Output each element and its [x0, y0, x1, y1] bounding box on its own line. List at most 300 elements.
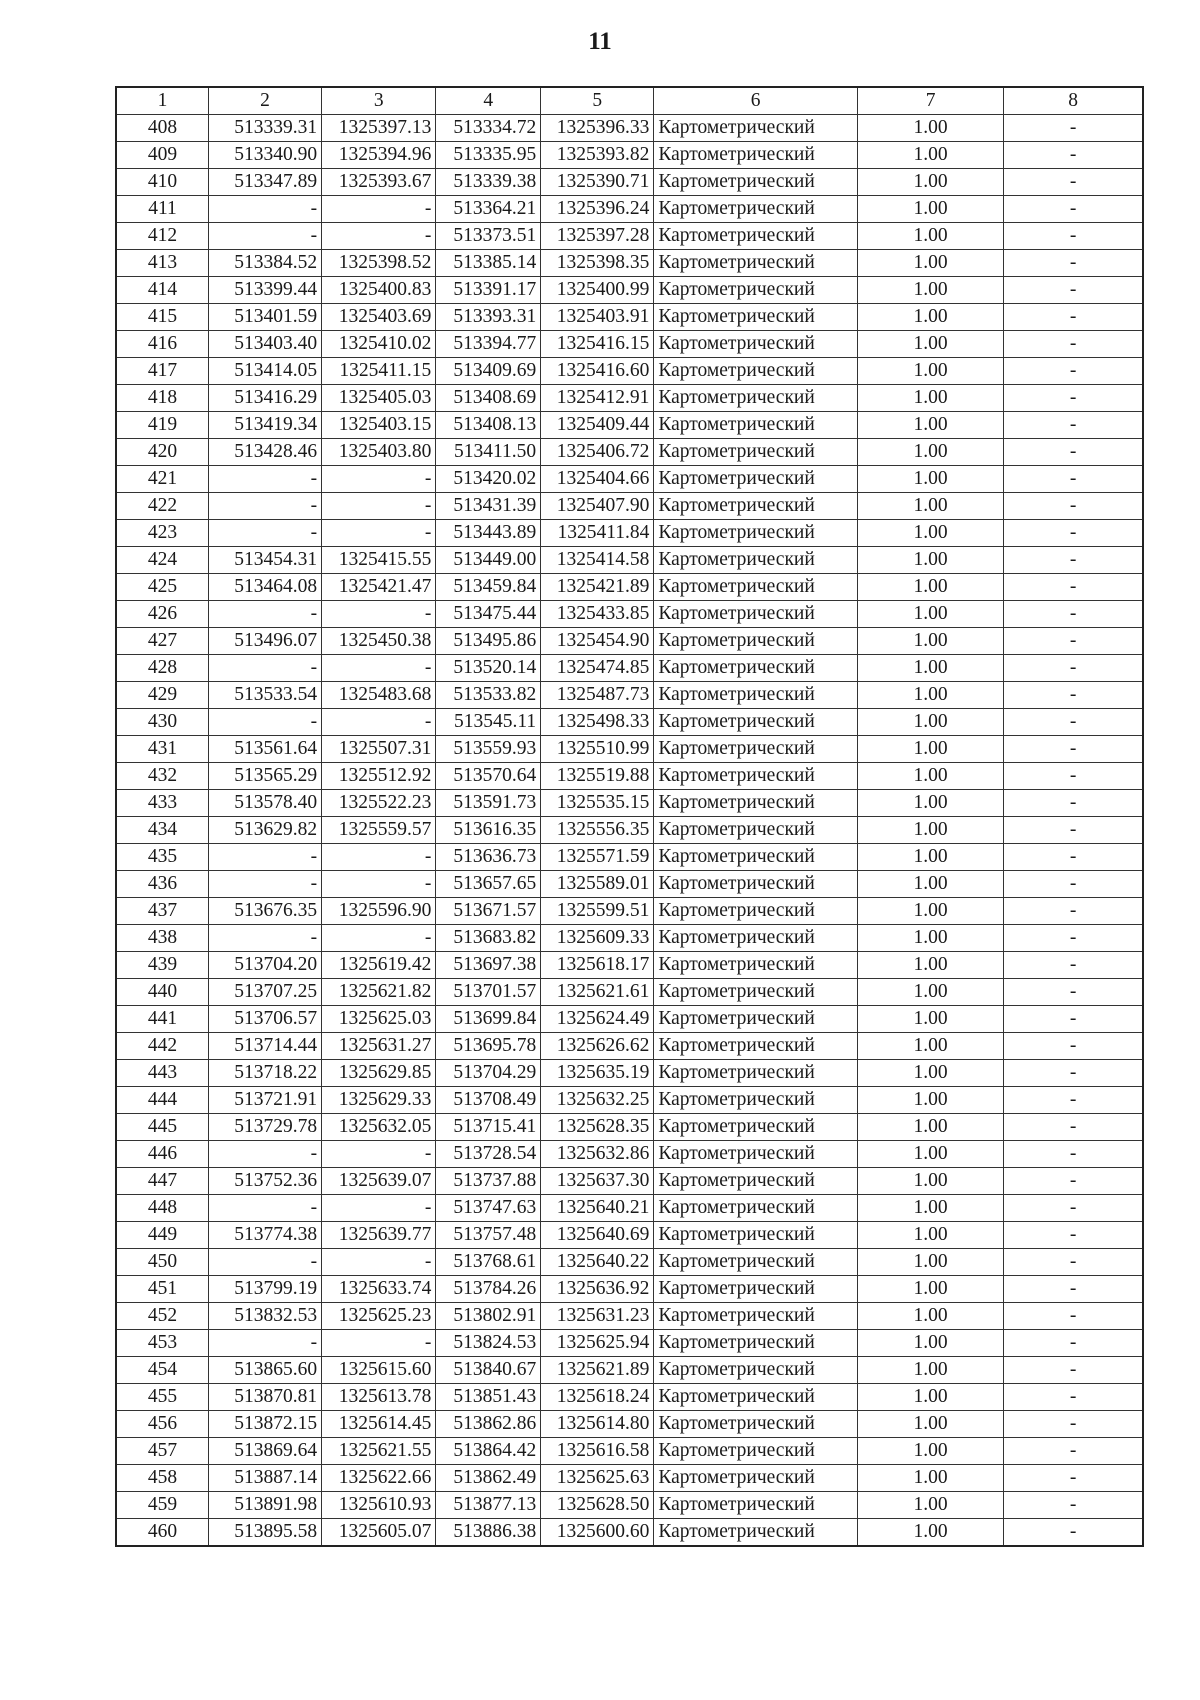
column-header: 4 [436, 87, 541, 115]
table-cell: 1325403.15 [322, 412, 436, 439]
table-cell: - [1004, 1168, 1143, 1195]
table-cell: 459 [116, 1492, 208, 1519]
table-cell: 418 [116, 385, 208, 412]
table-cell: - [208, 196, 321, 223]
table-cell: 1325637.30 [541, 1168, 654, 1195]
table-cell: 425 [116, 574, 208, 601]
table-cell: Картометрический [654, 709, 858, 736]
table-cell: 1.00 [857, 790, 1003, 817]
table-cell: 1325614.45 [322, 1411, 436, 1438]
table-cell: 1.00 [857, 1006, 1003, 1033]
table-cell: 1325610.93 [322, 1492, 436, 1519]
table-cell: 453 [116, 1330, 208, 1357]
table-row [116, 1411, 1143, 1438]
table-cell: - [208, 925, 321, 952]
table-cell: - [1004, 196, 1143, 223]
table-row [116, 196, 1143, 223]
table-cell: Картометрический [654, 601, 858, 628]
table-cell: 513799.19 [208, 1276, 321, 1303]
table-cell: Картометрический [654, 1357, 858, 1384]
table-cell: - [208, 844, 321, 871]
table-cell: 1325409.44 [541, 412, 654, 439]
table-cell: 1325397.28 [541, 223, 654, 250]
table-cell: Картометрический [654, 655, 858, 682]
table-cell: 1.00 [857, 1465, 1003, 1492]
table-cell: 1.00 [857, 493, 1003, 520]
table-cell: - [1004, 547, 1143, 574]
table-cell: 513420.02 [436, 466, 541, 493]
table-cell: 1325412.91 [541, 385, 654, 412]
table-cell: 1325535.15 [541, 790, 654, 817]
table-cell: 513496.07 [208, 628, 321, 655]
table-cell: 436 [116, 871, 208, 898]
table-cell: 1.00 [857, 898, 1003, 925]
coordinates-table [115, 86, 1144, 1547]
table-cell: 1.00 [857, 1141, 1003, 1168]
table-row [116, 1222, 1143, 1249]
table-cell: 1.00 [857, 1492, 1003, 1519]
table-cell: 428 [116, 655, 208, 682]
table-cell: 513636.73 [436, 844, 541, 871]
table-cell: - [1004, 952, 1143, 979]
table-cell: 1.00 [857, 1438, 1003, 1465]
table-cell: 513870.81 [208, 1384, 321, 1411]
table-cell: 1325498.33 [541, 709, 654, 736]
table-cell: - [322, 1195, 436, 1222]
table-cell: 443 [116, 1060, 208, 1087]
table-cell: 442 [116, 1033, 208, 1060]
table-cell: 1325625.94 [541, 1330, 654, 1357]
table-row [116, 1330, 1143, 1357]
table-cell: 1325625.63 [541, 1465, 654, 1492]
table-cell: 1325632.25 [541, 1087, 654, 1114]
column-header: 6 [654, 87, 858, 115]
table-cell: 513832.53 [208, 1303, 321, 1330]
table-cell: 457 [116, 1438, 208, 1465]
table-cell: 439 [116, 952, 208, 979]
table-cell: 1325628.50 [541, 1492, 654, 1519]
table-cell: 431 [116, 736, 208, 763]
table-cell: - [208, 709, 321, 736]
table-cell: 1325600.60 [541, 1519, 654, 1547]
table-cell: 513570.64 [436, 763, 541, 790]
table-cell: Картометрический [654, 439, 858, 466]
table-cell: 513459.84 [436, 574, 541, 601]
table-cell: Картометрический [654, 331, 858, 358]
table-cell: 513533.54 [208, 682, 321, 709]
table-cell: 434 [116, 817, 208, 844]
table-cell: 454 [116, 1357, 208, 1384]
table-cell: - [322, 1249, 436, 1276]
table-cell: 513747.63 [436, 1195, 541, 1222]
table-cell: - [1004, 1195, 1143, 1222]
table-cell: 513408.69 [436, 385, 541, 412]
table-cell: 1325628.35 [541, 1114, 654, 1141]
table-cell: 1.00 [857, 574, 1003, 601]
table-cell: - [208, 1195, 321, 1222]
table-cell: 427 [116, 628, 208, 655]
table-cell: 1325640.22 [541, 1249, 654, 1276]
table-cell: 1325621.55 [322, 1438, 436, 1465]
table-cell: 513721.91 [208, 1087, 321, 1114]
table-cell: 1325474.85 [541, 655, 654, 682]
table-cell: 1325640.69 [541, 1222, 654, 1249]
table-cell: 513533.82 [436, 682, 541, 709]
table-cell: 513774.38 [208, 1222, 321, 1249]
table-cell: 456 [116, 1411, 208, 1438]
table-cell: - [1004, 682, 1143, 709]
table-cell: Картометрический [654, 385, 858, 412]
table-cell: - [1004, 1087, 1143, 1114]
table-cell: 1325624.49 [541, 1006, 654, 1033]
table-cell: 448 [116, 1195, 208, 1222]
table-row [116, 520, 1143, 547]
table-cell: Картометрический [654, 844, 858, 871]
table-cell: 1325396.24 [541, 196, 654, 223]
table-cell: 444 [116, 1087, 208, 1114]
table-cell: 1.00 [857, 1060, 1003, 1087]
table-cell: - [1004, 1114, 1143, 1141]
table-row [116, 952, 1143, 979]
column-header: 8 [1004, 87, 1143, 115]
table-cell: 1325522.23 [322, 790, 436, 817]
table-cell: 1325421.47 [322, 574, 436, 601]
table-cell: - [322, 196, 436, 223]
table-cell: - [1004, 1276, 1143, 1303]
table-cell: 513454.31 [208, 547, 321, 574]
table-cell: - [1004, 1438, 1143, 1465]
table-cell: - [1004, 763, 1143, 790]
table-cell: 513683.82 [436, 925, 541, 952]
table-cell: 1.00 [857, 1384, 1003, 1411]
table-cell: 513715.41 [436, 1114, 541, 1141]
table-cell: 1325618.24 [541, 1384, 654, 1411]
table-cell: Картометрический [654, 547, 858, 574]
table-cell: 1.00 [857, 223, 1003, 250]
table-cell: 1325407.90 [541, 493, 654, 520]
table-cell: - [1004, 655, 1143, 682]
table-cell: 426 [116, 601, 208, 628]
table-cell: 414 [116, 277, 208, 304]
table-row [116, 844, 1143, 871]
table-cell: 513707.25 [208, 979, 321, 1006]
column-header: 3 [322, 87, 436, 115]
table-cell: 513671.57 [436, 898, 541, 925]
table-cell: 1.00 [857, 1222, 1003, 1249]
table-cell: 513872.15 [208, 1411, 321, 1438]
table-cell: - [1004, 817, 1143, 844]
table-cell: 513373.51 [436, 223, 541, 250]
table-cell: 421 [116, 466, 208, 493]
table-cell: 1325410.02 [322, 331, 436, 358]
table-cell: 1325636.92 [541, 1276, 654, 1303]
table-cell: Картометрический [654, 1438, 858, 1465]
table-cell: 513561.64 [208, 736, 321, 763]
table-cell: - [1004, 223, 1143, 250]
table-cell: 513865.60 [208, 1357, 321, 1384]
table-cell: - [208, 601, 321, 628]
table-cell: 1.00 [857, 682, 1003, 709]
table-cell: 513578.40 [208, 790, 321, 817]
table-cell: Картометрический [654, 925, 858, 952]
table-cell: 513695.78 [436, 1033, 541, 1060]
table-cell: 1325403.80 [322, 439, 436, 466]
table-cell: - [1004, 709, 1143, 736]
table-cell: 1325619.42 [322, 952, 436, 979]
table-cell: 513464.08 [208, 574, 321, 601]
table-cell: 1325398.52 [322, 250, 436, 277]
table-cell: 1.00 [857, 1249, 1003, 1276]
table-row [116, 1519, 1143, 1547]
table-cell: - [1004, 628, 1143, 655]
table-cell: 513728.54 [436, 1141, 541, 1168]
table-cell: 1325618.17 [541, 952, 654, 979]
table-cell: 1325454.90 [541, 628, 654, 655]
table-cell: Картометрический [654, 898, 858, 925]
table-row [116, 925, 1143, 952]
column-header: 5 [541, 87, 654, 115]
table-cell: 450 [116, 1249, 208, 1276]
table-row [116, 898, 1143, 925]
table-cell: - [1004, 1465, 1143, 1492]
table-cell: 1.00 [857, 358, 1003, 385]
table-cell: 513393.31 [436, 304, 541, 331]
table-cell: - [322, 1141, 436, 1168]
table-cell: 409 [116, 142, 208, 169]
table-cell: 1325393.67 [322, 169, 436, 196]
table-cell: - [1004, 466, 1143, 493]
table-row [116, 1357, 1143, 1384]
table-cell: 513545.11 [436, 709, 541, 736]
table-row [116, 1141, 1143, 1168]
table-cell: Картометрический [654, 817, 858, 844]
table-cell: Картометрический [654, 628, 858, 655]
table-cell: 1325625.23 [322, 1303, 436, 1330]
table-cell: 513334.72 [436, 115, 541, 142]
table-cell: 513629.82 [208, 817, 321, 844]
table-cell: 513408.13 [436, 412, 541, 439]
table-row [116, 1276, 1143, 1303]
table-row [116, 385, 1143, 412]
table-cell: - [208, 1249, 321, 1276]
table-row [116, 1492, 1143, 1519]
table-row [116, 601, 1143, 628]
table-row [116, 331, 1143, 358]
table-cell: 1325394.96 [322, 142, 436, 169]
table-cell: 1325403.69 [322, 304, 436, 331]
table-cell: - [1004, 1249, 1143, 1276]
table-cell: 455 [116, 1384, 208, 1411]
table-cell: 1.00 [857, 385, 1003, 412]
table-cell: 1.00 [857, 115, 1003, 142]
table-cell: 1.00 [857, 1411, 1003, 1438]
table-cell: 1325398.35 [541, 250, 654, 277]
table-cell: - [1004, 844, 1143, 871]
table-cell: 445 [116, 1114, 208, 1141]
table-row [116, 1060, 1143, 1087]
table-cell: 1325519.88 [541, 763, 654, 790]
table-row [116, 655, 1143, 682]
table-cell: 513891.98 [208, 1492, 321, 1519]
table-cell: 419 [116, 412, 208, 439]
table-cell: 446 [116, 1141, 208, 1168]
table-cell: 1325631.27 [322, 1033, 436, 1060]
table-cell: Картометрический [654, 1060, 858, 1087]
table-cell: 1.00 [857, 169, 1003, 196]
table-cell: 1325631.23 [541, 1303, 654, 1330]
table-cell: - [208, 871, 321, 898]
table-cell: Картометрический [654, 358, 858, 385]
table-cell: - [1004, 1330, 1143, 1357]
table-body [116, 115, 1143, 1547]
table-cell: 410 [116, 169, 208, 196]
table-cell: 1325416.15 [541, 331, 654, 358]
table-cell: 513701.57 [436, 979, 541, 1006]
table-cell: 513384.52 [208, 250, 321, 277]
table-row [116, 628, 1143, 655]
table-cell: 1.00 [857, 736, 1003, 763]
table-cell: 460 [116, 1519, 208, 1547]
table-cell: 1.00 [857, 196, 1003, 223]
table-cell: 458 [116, 1465, 208, 1492]
table-cell: 1325450.38 [322, 628, 436, 655]
table-cell: 1.00 [857, 709, 1003, 736]
table-cell: 513840.67 [436, 1357, 541, 1384]
table-cell: 513851.43 [436, 1384, 541, 1411]
table-cell: 1.00 [857, 142, 1003, 169]
table-cell: - [1004, 169, 1143, 196]
table-cell: 429 [116, 682, 208, 709]
table-cell: 1325507.31 [322, 736, 436, 763]
table-cell: - [1004, 574, 1143, 601]
table-cell: 513708.49 [436, 1087, 541, 1114]
table-row [116, 1249, 1143, 1276]
table-cell: 1.00 [857, 1303, 1003, 1330]
table-row [116, 790, 1143, 817]
table-cell: 513657.65 [436, 871, 541, 898]
table-cell: 413 [116, 250, 208, 277]
table-row [116, 1384, 1143, 1411]
table-cell: 513862.86 [436, 1411, 541, 1438]
table-cell: 1.00 [857, 277, 1003, 304]
table-cell: - [322, 655, 436, 682]
table-cell: 513419.34 [208, 412, 321, 439]
table-cell: Картометрический [654, 1222, 858, 1249]
table-cell: Картометрический [654, 493, 858, 520]
table-row [116, 709, 1143, 736]
table-cell: 513411.50 [436, 439, 541, 466]
table-cell: 513416.29 [208, 385, 321, 412]
table-cell: 424 [116, 547, 208, 574]
table-cell: - [1004, 412, 1143, 439]
table-cell: - [1004, 1519, 1143, 1547]
table-cell: 440 [116, 979, 208, 1006]
table-cell: - [208, 493, 321, 520]
table-cell: Картометрический [654, 1276, 858, 1303]
table-cell: 1325635.19 [541, 1060, 654, 1087]
table-cell: - [1004, 1141, 1143, 1168]
table-cell: 1.00 [857, 817, 1003, 844]
table-cell: Картометрический [654, 1330, 858, 1357]
table-cell: Картометрический [654, 277, 858, 304]
table-row [116, 169, 1143, 196]
table-cell: 451 [116, 1276, 208, 1303]
table-cell: - [1004, 520, 1143, 547]
table-cell: 513364.21 [436, 196, 541, 223]
table-cell: 435 [116, 844, 208, 871]
table-cell: 1325512.92 [322, 763, 436, 790]
table-cell: - [1004, 601, 1143, 628]
table-cell: 513403.40 [208, 331, 321, 358]
column-header: 1 [116, 87, 208, 115]
table-cell: 513802.91 [436, 1303, 541, 1330]
table-cell: 513824.53 [436, 1330, 541, 1357]
table-cell: 1325487.73 [541, 682, 654, 709]
table-cell: 432 [116, 763, 208, 790]
table-cell: - [1004, 115, 1143, 142]
table-cell: 1325421.89 [541, 574, 654, 601]
table-cell: - [1004, 898, 1143, 925]
table-cell: 1325403.91 [541, 304, 654, 331]
table-cell: - [322, 871, 436, 898]
table-cell: 437 [116, 898, 208, 925]
table-cell: 1325614.80 [541, 1411, 654, 1438]
table-cell: - [322, 493, 436, 520]
table-cell: 1325404.66 [541, 466, 654, 493]
table-cell: 1325483.68 [322, 682, 436, 709]
table-cell: Картометрический [654, 763, 858, 790]
table-cell: 513347.89 [208, 169, 321, 196]
table-cell: Картометрический [654, 1465, 858, 1492]
table-cell: 513449.00 [436, 547, 541, 574]
table-header-row [116, 87, 1143, 115]
table-cell: 1325616.58 [541, 1438, 654, 1465]
table-cell: - [322, 601, 436, 628]
table-row [116, 871, 1143, 898]
table-cell: - [322, 223, 436, 250]
table-cell: 1325393.82 [541, 142, 654, 169]
table-cell: 1325414.58 [541, 547, 654, 574]
table-cell: 1325625.03 [322, 1006, 436, 1033]
table-row [116, 250, 1143, 277]
table-cell: - [1004, 1060, 1143, 1087]
table-cell: 513495.86 [436, 628, 541, 655]
table-cell: - [322, 844, 436, 871]
table-cell: 513414.05 [208, 358, 321, 385]
table-cell: 438 [116, 925, 208, 952]
table-cell: - [1004, 1033, 1143, 1060]
table-cell: 1.00 [857, 871, 1003, 898]
table-cell: 1325632.05 [322, 1114, 436, 1141]
table-cell: 513784.26 [436, 1276, 541, 1303]
table-cell: 513591.73 [436, 790, 541, 817]
table-cell: - [1004, 277, 1143, 304]
table-cell: 513697.38 [436, 952, 541, 979]
table-cell: 513565.29 [208, 763, 321, 790]
table-cell: 513869.64 [208, 1438, 321, 1465]
table-cell: Картометрический [654, 412, 858, 439]
table-cell: Картометрический [654, 574, 858, 601]
table-cell: 423 [116, 520, 208, 547]
table-row [116, 1006, 1143, 1033]
table-cell: - [208, 655, 321, 682]
table-cell: 1325411.84 [541, 520, 654, 547]
table-cell: Картометрический [654, 169, 858, 196]
table-cell: - [1004, 331, 1143, 358]
table-cell: 513887.14 [208, 1465, 321, 1492]
table-cell: 513877.13 [436, 1492, 541, 1519]
table-cell: 1325633.74 [322, 1276, 436, 1303]
